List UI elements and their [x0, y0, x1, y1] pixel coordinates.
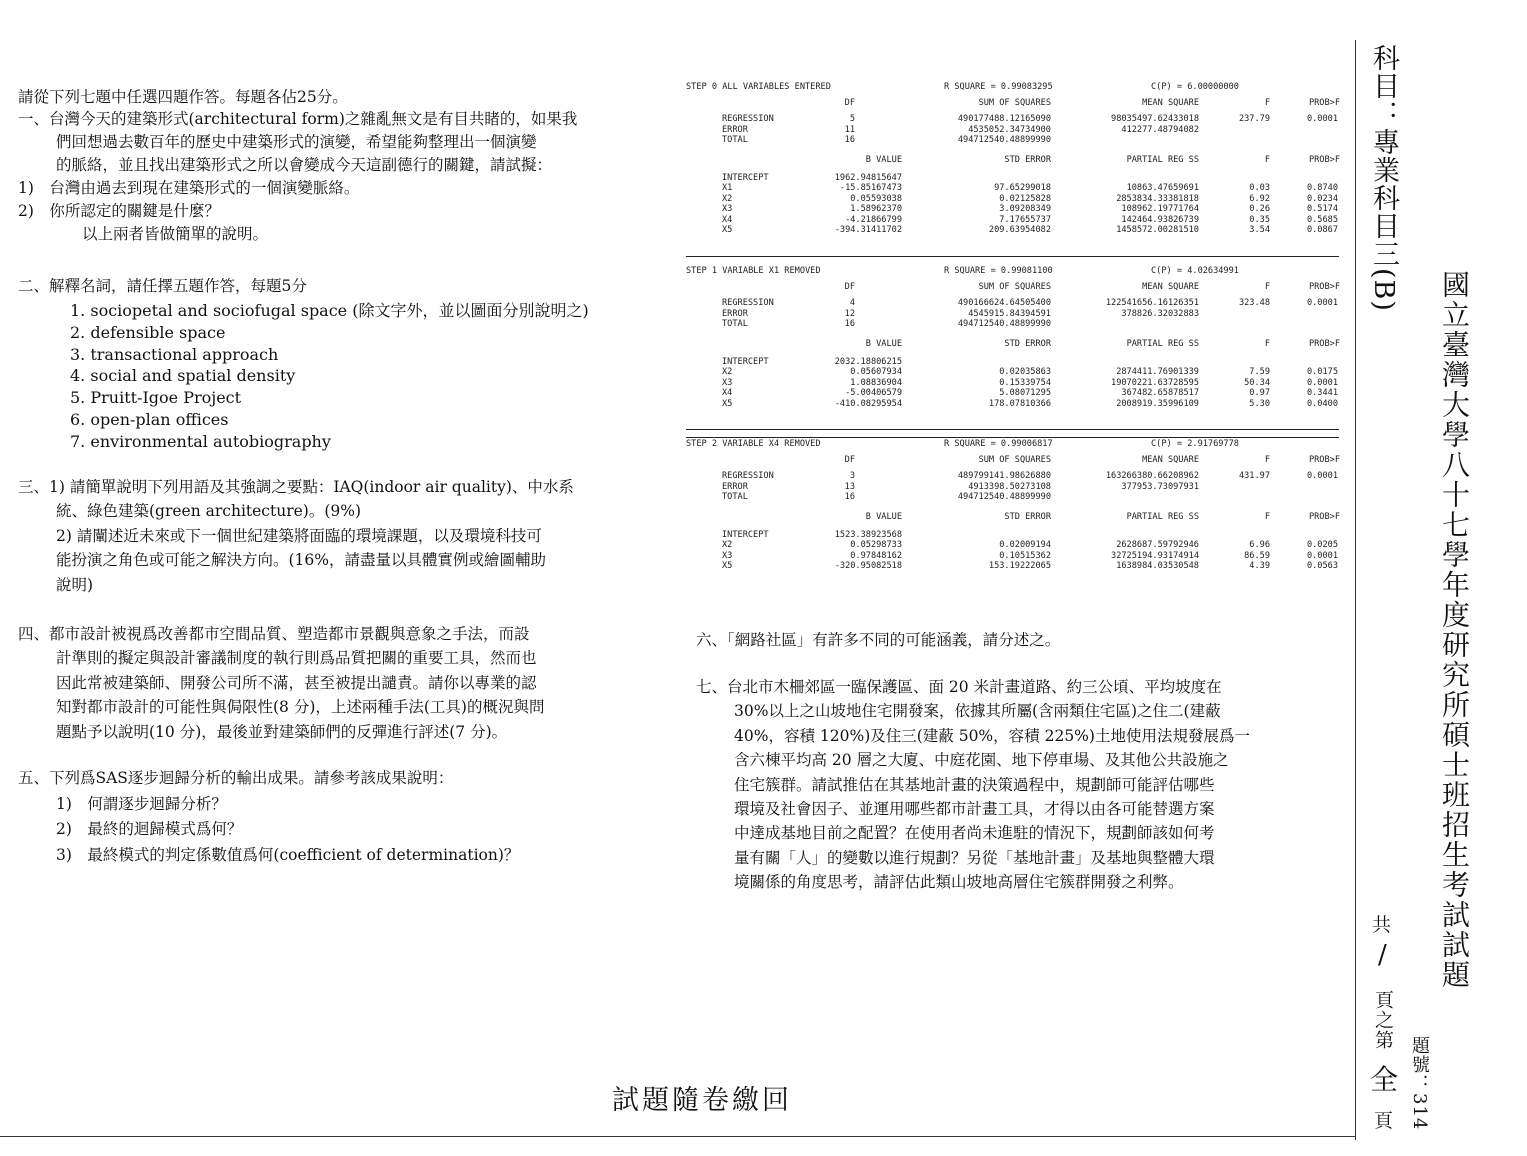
sas-coef-cell: 0.02125828 — [999, 193, 1051, 204]
sas-coef-cell: X3 — [722, 377, 733, 388]
pages-total-label: 共 — [1372, 914, 1392, 936]
sas-coef-cell: 1962.94815647 — [834, 172, 902, 183]
sas-column-header: F — [1264, 282, 1270, 292]
sas-coef-cell: 6.96 — [1249, 540, 1270, 550]
sas-coef-cell: 0.8740 — [1306, 183, 1338, 193]
q7-line: 境關係的角度思考，請評估此類山坡地高層住宅簇群開發之利弊。 — [734, 873, 1184, 892]
pages-total: / — [1378, 940, 1387, 970]
sas-coef-cell: 2874411.76901339 — [1116, 367, 1199, 377]
q5-sub: 3) 最終模式的判定係數值爲何(coefficient of determination)？ — [56, 845, 520, 864]
sas-anova-cell: 4913398.50273108 — [968, 481, 1051, 492]
sas-column-header: B VALUE — [865, 511, 902, 522]
sas-column-header: F — [1264, 455, 1270, 465]
q4-line: 題點予以說明(10 分)，最後並對建築師們的反彈進行評述(7 分)。 — [56, 722, 508, 741]
question-code: 題號：314 — [1409, 1036, 1430, 1131]
sas-coef-cell: 0.05607934 — [850, 367, 902, 377]
sas-step-header: C(P) = 6.00000000 — [1151, 82, 1239, 92]
sas-step-header: STEP 0 ALL VARIABLES ENTERED — [686, 82, 831, 92]
sas-coef-cell: 0.5685 — [1306, 214, 1338, 225]
sas-coef-cell: -15.85167473 — [839, 183, 902, 193]
sas-anova-cell: 378826.32032883 — [1121, 308, 1199, 319]
q7-line: 30%以上之山坡地住宅開發案，依據其所屬(含兩類住宅區)之住二(建蔽 — [734, 702, 1221, 721]
sas-anova-cell: 122541656.16126351 — [1105, 298, 1199, 308]
q4-line: 因此常被建築師、開發公司所不滿，甚至被提出譴責。請你以專業的認 — [56, 673, 537, 692]
sas-column-header: F — [1264, 154, 1270, 165]
bottom-rule — [0, 1136, 1355, 1137]
sas-anova-cell: TOTAL — [722, 492, 748, 502]
q1-sub: 1) 台灣由過去到現在建築形式的一個演變脈絡。 — [18, 179, 360, 197]
sas-coef-cell: 0.0400 — [1306, 398, 1338, 409]
sas-anova-cell: 16 — [844, 319, 855, 329]
sas-anova-cell: 163266380.66208962 — [1105, 471, 1199, 481]
sas-column-header: STD ERROR — [1004, 511, 1051, 522]
question-7 — [696, 675, 1336, 895]
sas-column-header: PARTIAL REG SS — [1126, 511, 1199, 522]
q5-head: 五、下列爲SAS逐步迴歸分析的輸出成果。請參考該成果說明： — [18, 769, 454, 787]
q4-line: 計準則的擬定與設計審議制度的執行則爲品質把關的重要工具，然而也 — [56, 649, 537, 668]
sas-coef-cell: 0.97 — [1249, 388, 1270, 398]
sas-anova-cell: 11 — [844, 124, 855, 135]
sas-anova-cell: ERROR — [722, 124, 748, 135]
sas-coef-cell: -5.00406579 — [845, 388, 902, 398]
sas-coef-cell: 0.97848162 — [850, 550, 902, 561]
sas-coef-cell: X1 — [722, 183, 733, 193]
sas-column-header: PROB>F — [1308, 282, 1340, 292]
sas-column-header: PROB>F — [1308, 511, 1340, 522]
sas-column-header: PROB>F — [1308, 455, 1340, 465]
sas-coef-cell: 153.19222065 — [988, 561, 1051, 571]
q2-term: 7. environmental autobiography — [70, 431, 331, 451]
pages-end-label: 頁 — [1374, 1110, 1394, 1132]
sas-divider — [686, 437, 1339, 438]
sas-coef-cell: 142464.93826739 — [1121, 214, 1199, 225]
question-6: 六、「網路社區」有許多不同的可能涵義，請分述之。 — [696, 631, 1061, 649]
sas-coef-cell: 0.10515362 — [999, 550, 1051, 561]
sas-anova-cell: 13 — [844, 481, 855, 492]
intro-line: 請從下列七題中任選四題作答。每題各佔25分。 — [18, 88, 348, 106]
q2-term: 2. defensible space — [70, 322, 226, 342]
sas-anova-cell: 494712540.48899990 — [957, 492, 1051, 502]
sas-column-header: MEAN SQUARE — [1142, 98, 1199, 108]
sas-coef-cell: 0.0867 — [1306, 225, 1338, 235]
sas-coef-cell: 1.58962370 — [850, 204, 902, 214]
sas-column-header: DF — [844, 98, 855, 108]
footer-return-note: 試題隨卷繳回 — [612, 1085, 792, 1116]
sas-coef-cell: 7.59 — [1249, 367, 1270, 377]
pages-of-label: 頁之第 — [1372, 990, 1394, 1050]
sas-coef-cell: X4 — [722, 214, 733, 225]
sas-divider — [686, 429, 1339, 430]
sas-anova-cell: 494712540.48899990 — [957, 135, 1051, 145]
sas-column-header: MEAN SQUARE — [1142, 282, 1199, 292]
question-5 — [18, 766, 668, 868]
sas-coef-cell: 2628687.59792946 — [1116, 540, 1199, 550]
sas-column-header: PARTIAL REG SS — [1126, 154, 1199, 165]
sas-coef-cell: 1638984.03530548 — [1116, 561, 1199, 571]
q1-line: 的脈絡，並且找出建築形式之所以會變成今天這副德行的關鍵，請試擬： — [56, 156, 553, 174]
sas-coef-cell: 0.35 — [1249, 214, 1270, 225]
sas-coef-cell: -394.31411702 — [834, 225, 902, 235]
q2-term: 4. social and spatial density — [70, 366, 296, 386]
sas-coef-cell: 2853834.33381818 — [1116, 193, 1199, 204]
sas-anova-cell: 4 — [849, 298, 855, 308]
sas-anova-cell: TOTAL — [722, 135, 748, 145]
sas-coef-cell: X3 — [722, 204, 733, 214]
q7-line: 七、台北市木柵郊區一臨保護區、面 20 米計畫道路、約三公頃、平均坡度在 — [696, 678, 1222, 696]
sas-step-header: C(P) = 4.02634991 — [1151, 266, 1239, 276]
sas-column-header: DF — [844, 455, 855, 465]
sas-column-header: DF — [844, 282, 855, 292]
margin-rule — [1355, 40, 1356, 1140]
sas-column-header: MEAN SQUARE — [1142, 455, 1199, 465]
sas-anova-cell: 12 — [844, 308, 855, 319]
sas-column-header: SUM OF SQUARES — [978, 98, 1051, 108]
q3-line: 統、綠色建築(green architecture)。(9%) — [56, 502, 362, 521]
q3-line: 2) 請闡述近未來或下一個世紀建築將面臨的環境課題，以及環境科技可 — [56, 526, 542, 545]
sas-anova-cell: 4545915.84394591 — [968, 308, 1051, 319]
q7-line: 中達成基地目前之配置？在使用者尚未進駐的情況下，規劃師該如何考 — [734, 824, 1215, 843]
sas-anova-cell: 0.0001 — [1306, 298, 1338, 308]
question-4 — [18, 622, 668, 744]
sas-coef-cell: 0.0205 — [1306, 540, 1338, 550]
sas-column-header: F — [1264, 511, 1270, 522]
sas-anova-cell: 489799141.98626880 — [957, 471, 1051, 481]
sas-coef-cell: 178.07810366 — [988, 398, 1051, 409]
sas-coef-cell: 7.17655737 — [999, 214, 1051, 225]
sas-anova-cell: 323.48 — [1238, 298, 1270, 308]
sas-coef-cell: 5.30 — [1249, 398, 1270, 409]
sas-column-header: PARTIAL REG SS — [1126, 338, 1199, 349]
q7-line: 環境及社會因子、並運用哪些都市計畫工具，才得以由各可能替選方案 — [734, 800, 1215, 819]
sas-coef-cell: 0.02035863 — [999, 367, 1051, 377]
q4-line: 四、都市設計被視爲改善都市空間品質、塑造都市景觀與意象之手法，而設 — [18, 625, 530, 643]
q2-term: 6. open-plan offices — [70, 409, 229, 429]
subject-label: 科目：專業科目三(B) — [1368, 44, 1399, 312]
question-3 — [18, 475, 668, 597]
sas-anova-cell: 494712540.48899990 — [957, 319, 1051, 329]
sas-coef-cell: INTERCEPT — [722, 172, 769, 183]
sas-coef-cell: 0.0175 — [1306, 367, 1338, 377]
sas-coef-cell: 50.34 — [1244, 377, 1270, 388]
q2-term: 5. Pruitt-Igoe Project — [70, 388, 242, 408]
sas-coef-cell: 32725194.93174914 — [1111, 550, 1199, 561]
q3-line: 三、1) 請簡單說明下列用語及其強調之要點：IAQ(indoor air quality)、中水系 — [18, 478, 574, 496]
sas-coef-cell: X2 — [722, 367, 733, 377]
q3-line: 能扮演之角色或可能之解決方向。(16%，請盡量以具體實例或繪圖輔助 — [56, 551, 547, 570]
sas-coef-cell: 0.5174 — [1306, 204, 1338, 214]
sas-coef-cell: X2 — [722, 540, 733, 550]
sas-coef-cell: 6.92 — [1249, 193, 1270, 204]
q1-line: 們回想過去數百年的歷史中建築形式的演變，希望能夠整理出一個演變 — [56, 133, 537, 151]
sas-coef-cell: 4.39 — [1249, 561, 1270, 571]
sas-step-header: STEP 2 VARIABLE X4 REMOVED — [686, 439, 821, 449]
question-2 — [18, 275, 668, 453]
sas-coef-cell: 3.09208349 — [999, 204, 1051, 214]
q2-term: 3. transactional approach — [70, 344, 279, 364]
sas-coef-cell: X2 — [722, 193, 733, 204]
sas-column-header: STD ERROR — [1004, 154, 1051, 165]
sas-step-header: STEP 1 VARIABLE X1 REMOVED — [686, 266, 821, 276]
sas-coef-cell: 86.59 — [1244, 550, 1270, 561]
sas-column-header: F — [1264, 338, 1270, 349]
sas-coef-cell: 367482.65878517 — [1121, 388, 1199, 398]
sas-coef-cell: X4 — [722, 388, 733, 398]
sas-coef-cell: 1.08836904 — [850, 377, 902, 388]
sas-coef-cell: X5 — [722, 561, 733, 571]
sas-anova-cell: 0.0001 — [1306, 114, 1338, 124]
sas-coef-cell: X5 — [722, 225, 733, 235]
sas-coef-cell: 0.3441 — [1306, 388, 1338, 398]
sas-coef-cell: 0.26 — [1249, 204, 1270, 214]
q1-sub: 2) 你所認定的關鍵是什麼？ — [18, 202, 220, 220]
q2-term: 1. sociopetal and sociofugal space (除文字外，並以圖面分別說明之) — [70, 301, 589, 320]
sas-coef-cell: 0.05593038 — [850, 193, 902, 204]
sas-anova-cell: 237.79 — [1238, 114, 1270, 124]
sas-anova-cell: REGRESSION — [722, 298, 774, 308]
sas-coef-cell: 0.02009194 — [999, 540, 1051, 550]
sas-column-header: SUM OF SQUARES — [978, 282, 1051, 292]
sas-step-header: R SQUARE = 0.99083295 — [944, 82, 1053, 92]
sas-anova-cell: 490166624.64505400 — [957, 298, 1051, 308]
sas-column-header: PROB>F — [1308, 98, 1340, 108]
q2-head: 二、解釋名詞，請任擇五題作答，每題5分 — [18, 277, 307, 295]
sas-coef-cell: 209.63954082 — [988, 225, 1051, 235]
sas-step-header: C(P) = 2.91769778 — [1151, 439, 1239, 449]
sas-column-header: STD ERROR — [1004, 338, 1051, 349]
sas-anova-cell: 490177488.12165090 — [957, 114, 1051, 124]
q7-line: 住宅簇群。請試推估在其基地計畫的決策過程中，規劃師可能評估哪些 — [734, 775, 1215, 794]
sas-coef-cell: 1523.38923568 — [834, 529, 902, 540]
q5-sub: 1) 何謂逐步迴歸分析？ — [56, 794, 227, 813]
sas-coef-cell: 10863.47659691 — [1126, 183, 1199, 193]
q7-line: 40%，容積 120%)及住三(建蔽 50%，容積 225%)土地使用法規發展爲一 — [734, 726, 1250, 745]
sas-anova-cell: 0.0001 — [1306, 471, 1338, 481]
sas-coef-cell: 0.0001 — [1306, 550, 1338, 561]
question-1 — [18, 108, 668, 246]
sas-anova-cell: 16 — [844, 492, 855, 502]
q5-sub: 2) 最終的迴歸模式爲何？ — [56, 820, 243, 838]
sas-anova-cell: TOTAL — [722, 319, 748, 329]
sas-coef-cell: X3 — [722, 550, 733, 561]
q7-line: 量有關「人」的變數以進行規劃？另從「基地計畫」及基地與整體大環 — [734, 848, 1215, 867]
sas-coef-cell: 2032.18806215 — [834, 356, 902, 367]
sas-anova-cell: 98035497.62433018 — [1111, 114, 1199, 124]
sas-coef-cell: 0.0563 — [1306, 561, 1338, 571]
sas-coef-cell: INTERCEPT — [722, 529, 769, 540]
sas-divider — [686, 256, 1339, 257]
sas-column-header: F — [1264, 98, 1270, 108]
sas-coef-cell: 0.03 — [1249, 183, 1270, 193]
exam-title: 國立臺灣大學八十七學年度研究所碩士班招生考試試題 — [1438, 270, 1471, 990]
q4-line: 知對都市設計的可能性與侷限性(8 分)，上述兩種手法(工具)的概況與問 — [56, 698, 545, 717]
pages-current: 全 — [1370, 1063, 1399, 1096]
sas-coef-cell: 0.15339754 — [999, 377, 1051, 388]
sas-coef-cell: 19070221.63728595 — [1111, 377, 1199, 388]
sas-column-header: SUM OF SQUARES — [978, 455, 1051, 465]
sas-coef-cell: 1458572.00281510 — [1116, 225, 1199, 235]
sas-anova-cell: 4535052.34734900 — [968, 124, 1051, 135]
sas-anova-cell: 5 — [849, 114, 855, 124]
sas-coef-cell: 0.05298733 — [850, 540, 902, 550]
q1-line: 一、台灣今天的建築形式(architectural form)之雜亂無文是有目共睹的，如果我 — [18, 110, 578, 128]
sas-column-header: B VALUE — [865, 154, 902, 165]
sas-anova-cell: 412277.48794082 — [1121, 124, 1199, 135]
sas-coef-cell: 0.0234 — [1306, 193, 1338, 204]
sas-anova-cell: ERROR — [722, 481, 748, 492]
sas-step-header: R SQUARE = 0.99006817 — [944, 439, 1053, 449]
sas-coef-cell: 2008919.35996109 — [1116, 398, 1199, 409]
sas-anova-cell: 377953.73097931 — [1121, 481, 1199, 492]
sas-column-header: PROB>F — [1308, 338, 1340, 349]
sas-anova-cell: ERROR — [722, 308, 748, 319]
sas-anova-cell: 431.97 — [1238, 471, 1270, 481]
q3-line: 說明) — [56, 575, 94, 594]
sas-column-header: B VALUE — [865, 338, 902, 349]
sas-coef-cell: -320.95082518 — [834, 561, 902, 571]
sas-coef-cell: INTERCEPT — [722, 356, 769, 367]
sas-anova-cell: REGRESSION — [722, 114, 774, 124]
sas-coef-cell: 0.0001 — [1306, 377, 1338, 388]
sas-coef-cell: 3.54 — [1249, 225, 1270, 235]
sas-anova-cell: 16 — [844, 135, 855, 145]
sas-step-header: R SQUARE = 0.99081100 — [944, 266, 1053, 276]
q7-line: 含六棟平均高 20 層之大廈、中庭花園、地下停車場、及其他公共設施之 — [734, 751, 1229, 770]
sas-coef-cell: -410.08295954 — [834, 398, 902, 409]
sas-anova-cell: 3 — [849, 471, 855, 481]
sas-coef-cell: 108962.19771764 — [1121, 204, 1199, 214]
sas-anova-cell: REGRESSION — [722, 471, 774, 481]
sas-coef-cell: -4.21866799 — [845, 214, 902, 225]
sas-coef-cell: 5.08071295 — [999, 388, 1051, 398]
sas-column-header: PROB>F — [1308, 154, 1340, 165]
q1-note: 以上兩者皆做簡單的說明。 — [82, 225, 269, 243]
sas-coef-cell: 97.65299018 — [994, 183, 1051, 193]
sas-coef-cell: X5 — [722, 398, 733, 409]
